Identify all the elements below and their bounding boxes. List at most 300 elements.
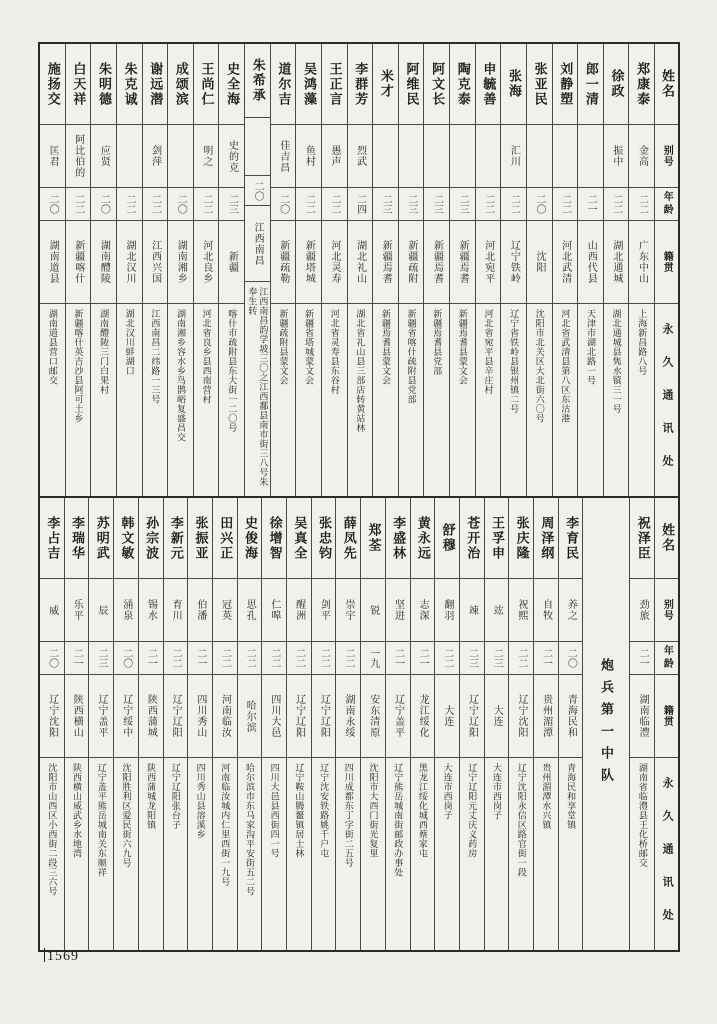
person-address: 沈阳市大西门街光复里 [368,763,379,858]
cell-name [509,498,533,579]
cell-native [262,675,286,758]
person-age: 二二 [636,194,648,214]
person-alias: 冠英 [219,599,231,621]
person-native: 辽宁铁岭 [508,240,520,284]
person-native: 湖北通城 [610,240,622,284]
cell-alias [399,125,424,188]
cell-native [399,221,424,304]
person-alias: 锡水 [145,599,157,621]
cell-native [188,675,212,758]
cell-address [312,758,336,950]
cell-name [534,498,558,579]
cell-name [312,498,336,579]
person-age: 二三 [431,194,443,214]
person-age: 二三 [380,194,392,214]
cell-alias [553,125,578,188]
cell-native [373,221,398,304]
person-name: 王正言 [327,61,343,107]
person-address: 上海新昌路八号 [637,309,648,376]
unit-label: 炮兵第一中队 [598,658,614,790]
cell-age [450,188,475,221]
person-address: 辽宁鞍山腾鳌镇居士林 [294,763,305,858]
person-age: 二二 [343,648,355,668]
cell-age [553,188,578,221]
person-name: 李群芳 [353,61,369,107]
person-address: 四川成都东丁字街二五号 [343,763,354,868]
cell-native [450,221,475,304]
cell-name [213,498,237,579]
cell-native [117,221,142,304]
person-name: 道尔吉 [276,61,292,107]
cell-address [630,758,654,950]
cell-address [476,304,501,496]
cell-alias [336,579,360,642]
cell-address [164,758,188,950]
cell-age [143,188,168,221]
person-age: 二四 [354,194,366,214]
person-native: 新疆疏附 [405,240,417,284]
person-native: 陕西横山 [71,694,83,738]
person-native: 辽宁辽阳 [293,694,305,738]
cell-address [114,758,138,950]
person-column [238,498,263,950]
header-alias-label: 别号 [661,145,673,167]
cell-age [534,642,558,675]
cell-alias [91,125,116,188]
cell-address [238,758,262,950]
header-alias-label: 别号 [661,599,673,621]
person-age: 二〇 [98,194,110,214]
cell-alias [348,125,373,188]
cell-native [424,221,449,304]
cell-address [143,304,168,496]
header-native-label: 籍贯 [661,705,673,727]
person-native: 新疆焉耆 [457,240,469,284]
cell-name [501,44,526,125]
cell-name [91,44,116,125]
cell-native [386,675,410,758]
person-alias: 应贤 [98,145,110,167]
cell-name [629,44,654,125]
person-address: 新疆喀什英吉沙县阿可土乡 [73,309,84,423]
person-column [630,498,655,950]
person-address: 河南临汝城内仁里西街一九号 [220,763,231,887]
person-age: 二二 [508,194,520,214]
cell-name [287,498,311,579]
cell-name [40,44,65,125]
person-name: 孙宗波 [144,515,160,561]
person-address: 湖南湘乡容水乡鸟鹊峪复盛昌交 [175,309,186,442]
person-column [386,498,411,950]
header-age-label: 年龄 [661,645,673,671]
cell-name [194,44,219,125]
cell-alias [411,579,435,642]
person-native: 辽宁辽阳 [466,694,478,738]
person-column [312,498,337,950]
cell-name [578,44,603,125]
person-name: 张庆隆 [514,515,530,561]
person-alias: 鱼村 [303,145,315,167]
cell-age [245,176,270,206]
cell-name [114,498,138,579]
person-address: 新疆疏附县蒙文会 [278,309,289,385]
cell-native [509,675,533,758]
cell-name [450,44,475,125]
cell-age [361,642,385,675]
cell-native [578,221,603,304]
cell-name [559,498,583,579]
cell-alias [630,579,654,642]
cell-native [271,221,296,304]
cell-name [89,498,113,579]
cell-age [485,642,509,675]
cell-age [91,188,116,221]
roster-section-top [38,42,680,498]
person-age: 二三 [405,194,417,214]
person-name: 张忠钧 [317,515,333,561]
cell-alias [40,125,65,188]
person-address: 辽宁辽阳张台子 [170,763,181,830]
person-native: 龙江绥化 [417,694,429,738]
person-age: 二三 [491,648,503,668]
person-column [117,44,143,496]
person-column [450,44,476,496]
cell-name [435,498,459,579]
person-age: 二三 [466,648,478,668]
cell-native [219,221,244,304]
cell-alias [424,125,449,188]
cell-native [411,675,435,758]
cell-name [65,498,89,579]
person-column [296,44,322,496]
cell-address [188,758,212,950]
person-age: 二〇 [47,194,59,214]
person-age: 二〇 [46,648,58,668]
cell-age [40,642,64,675]
person-native: 沈阳 [533,251,545,273]
cell-native [336,675,360,758]
cell-name [527,44,552,125]
cell-name [40,498,64,579]
cell-age [287,642,311,675]
cell-age [373,188,398,221]
person-name: 吴真全 [292,515,308,561]
person-age: 二二 [293,648,305,668]
person-age: 二二 [559,194,571,214]
person-column [501,44,527,496]
cell-alias [213,579,237,642]
person-age: 二一 [145,648,157,668]
person-address: 河北省良乡县西南营村 [201,309,212,404]
cell-age [604,188,629,221]
person-age: 二二 [610,194,622,214]
header-address-cell [655,758,678,950]
person-age: 二〇 [175,194,187,214]
cell-address [91,304,116,496]
cell-address [578,304,603,496]
person-column [89,498,114,950]
person-column [553,44,579,496]
person-address: 沈阳市山西区小西街二段三六号 [47,763,58,896]
cell-alias [40,579,64,642]
cell-alias [435,579,459,642]
cell-native [40,675,64,758]
cell-name [271,44,296,125]
person-name: 史俊海 [242,515,258,561]
person-name: 郎一清 [583,61,599,107]
cell-native [476,221,501,304]
cell-age [559,642,583,675]
cell-alias [271,125,296,188]
cell-native [91,221,116,304]
cell-alias [238,579,262,642]
person-native: 广东中山 [636,240,648,284]
person-native: 新疆喀什 [72,240,84,284]
cell-name [460,498,484,579]
cell-alias [386,579,410,642]
person-age: 二〇 [565,648,577,668]
cell-age [424,188,449,221]
header-age-cell [655,642,678,675]
person-native: 新疆塔城 [303,240,315,284]
cell-name [348,44,373,125]
person-native: 河北灵寿 [328,240,340,284]
person-age: 二一 [637,648,649,668]
person-column [271,44,297,496]
person-address: 新疆焉耆县党部 [432,309,443,376]
cell-age [629,188,654,221]
person-address: 辽宁熊岳城南街邮政办事处 [393,763,404,877]
person-age: 二一 [194,648,206,668]
person-age: 二〇 [277,194,289,214]
cell-address [460,758,484,950]
person-address: 贵州湄潭水兴镇 [541,763,552,830]
person-column [604,44,630,496]
person-alias: 志深 [417,599,429,621]
person-alias: 伯潘 [194,599,206,621]
cell-age [435,642,459,675]
person-name: 舒穆 [440,523,456,553]
person-name: 李盛林 [391,515,407,561]
person-age: 一九 [367,648,379,668]
cell-native [287,675,311,758]
cell-address [534,758,558,950]
person-address: 黑龙江绥化城西蔡家屯 [417,763,428,858]
cell-address [194,304,219,496]
person-address: 喀什市疏附县东大街一二〇号 [227,309,238,433]
person-address: 新疆焉耆县蒙文会 [457,309,468,385]
person-address: 沈阳胜利区爱民街六九号 [121,763,132,868]
person-name: 李育民 [564,515,580,561]
person-age: 二〇 [252,180,264,201]
person-name: 朱希承 [250,58,266,104]
person-address: 河北省宛平县辛庄村 [483,309,494,395]
person-alias: 明之 [200,145,212,167]
header-address-label: 永久通讯处 [661,776,674,942]
person-age: 二〇 [533,194,545,214]
cell-age [399,188,424,221]
cell-native [604,221,629,304]
person-column [373,44,399,496]
cell-age [117,188,142,221]
cell-address [287,758,311,950]
cell-name [164,498,188,579]
person-address: 湖北汉川蚌湖口 [124,309,135,376]
person-name: 阿文长 [430,61,446,107]
person-address: 大连市西岗子 [492,763,502,820]
person-native: 辽宁盖平 [96,694,107,738]
person-alias: 剑萍 [149,145,161,167]
person-column [460,498,485,950]
person-address: 陕西蒲城龙阳镇 [146,763,157,830]
person-address: 新疆省塔城蒙文会 [304,309,315,385]
header-native-cell [655,221,678,304]
cell-address [485,758,509,950]
cell-age [213,642,237,675]
person-age: 二一 [392,648,404,668]
person-alias: 祝熙 [515,599,527,621]
cell-name [399,44,424,125]
person-age: 二三 [226,194,238,214]
person-address: 陕西横山威武乡水地湾 [72,763,83,858]
person-name: 张海 [507,69,523,99]
person-name: 郑康泰 [635,61,651,107]
cell-native [89,675,113,758]
person-native: 湖南临澧 [637,694,649,738]
cell-alias [194,125,219,188]
cell-age [336,642,360,675]
cell-native [245,206,270,282]
person-address: 江西南昌二纬路一三号 [150,309,161,404]
cell-address [219,304,244,496]
cell-native [65,675,89,758]
cell-age [578,188,603,221]
person-native: 贵州湄潭 [540,694,552,738]
person-address: 湖南醴陵三门白果村 [99,309,110,395]
person-native: 辽宁盖平 [392,694,404,738]
person-native: 新疆焉耆 [380,240,392,284]
person-name: 苍开治 [465,515,481,561]
person-address: 新疆省喀什疏附县党部 [406,309,417,404]
person-alias: 愚声 [328,145,340,167]
person-column [509,498,534,950]
cell-age [501,188,526,221]
person-age: 二二 [123,194,135,214]
cell-age [509,642,533,675]
cell-address [450,304,475,496]
cell-age [312,642,336,675]
person-native: 河北武清 [559,240,571,284]
person-age: 二一 [585,194,597,214]
person-address: 河北省武清县第八区东沽港 [560,309,571,423]
cell-name [553,44,578,125]
cell-native [312,675,336,758]
person-name: 黄永远 [415,515,431,561]
cell-address [553,304,578,496]
cell-address [399,304,424,496]
cell-alias [245,118,270,176]
person-name: 徐政 [609,69,625,99]
person-address: 湖北通城县隽水镇三一号 [611,309,622,414]
person-alias: 思孔 [244,599,256,621]
cell-alias [460,579,484,642]
cell-name [386,498,410,579]
cell-alias [534,579,558,642]
person-column [322,44,348,496]
person-address: 四川秀山县溶溪乡 [195,763,206,839]
person-alias: 汇川 [508,145,520,167]
person-native: 辽宁辽阳 [170,694,182,738]
person-alias: 坚进 [392,599,404,621]
person-alias: 崇宇 [343,599,355,621]
cell-address [40,758,64,950]
person-name: 徐增智 [267,515,283,561]
roster-table [38,42,680,952]
person-name: 祝泽臣 [635,515,651,561]
cell-age [40,188,65,221]
person-age: 二一 [71,648,83,668]
cell-alias [312,579,336,642]
person-alias: 金高 [636,145,648,167]
person-address: 湖南道县营口邮交 [47,309,58,385]
roster-section-bottom [38,498,680,952]
person-address: 哈尔滨市东马家沟平安街五二号 [244,763,255,896]
cell-address [168,304,193,496]
person-name: 苏明武 [94,515,110,561]
person-address: 大连市西岗子 [442,763,453,820]
person-alias: 匡君 [47,145,59,167]
cell-name [336,498,360,579]
header-name-cell [655,44,678,125]
person-name: 王尚仁 [199,61,215,107]
person-address: 天津市湖北路一号 [585,309,596,385]
person-column [559,498,584,950]
person-native: 湖南永绥 [343,694,355,738]
person-name: 李占吉 [45,515,61,561]
person-native: 新疆疏勒 [277,240,289,284]
cell-address [629,304,654,496]
person-native: 大连 [441,705,453,727]
person-native: 河南临汝 [219,694,231,738]
person-address: 江西南昌韵学坡三〇之江西鄱县南市街三八号朱奉生转 [247,287,269,487]
cell-name [322,44,347,125]
person-native: 安东清原 [367,694,379,738]
person-column [485,498,510,950]
person-name: 陶克泰 [455,61,471,107]
cell-address [322,304,347,496]
person-age: 二二 [441,648,453,668]
person-name: 韩文敏 [119,515,135,561]
person-name: 张振亚 [193,515,209,561]
person-native: 湖南道县 [47,240,59,284]
cell-alias [296,125,321,188]
cell-age [238,642,262,675]
person-column [66,44,92,496]
cell-alias [164,579,188,642]
cell-name [485,498,509,579]
cell-address [604,304,629,496]
person-age: 二二 [482,194,494,214]
cell-age [527,188,552,221]
person-native: 四川大邑 [268,694,280,738]
person-column [188,498,213,950]
person-native: 河北宛平 [482,240,494,284]
cell-name [262,498,286,579]
person-native: 湖北礼山 [354,240,366,284]
person-name: 米才 [378,69,394,99]
cell-address [559,758,583,950]
person-alias: 辰 [96,604,107,616]
